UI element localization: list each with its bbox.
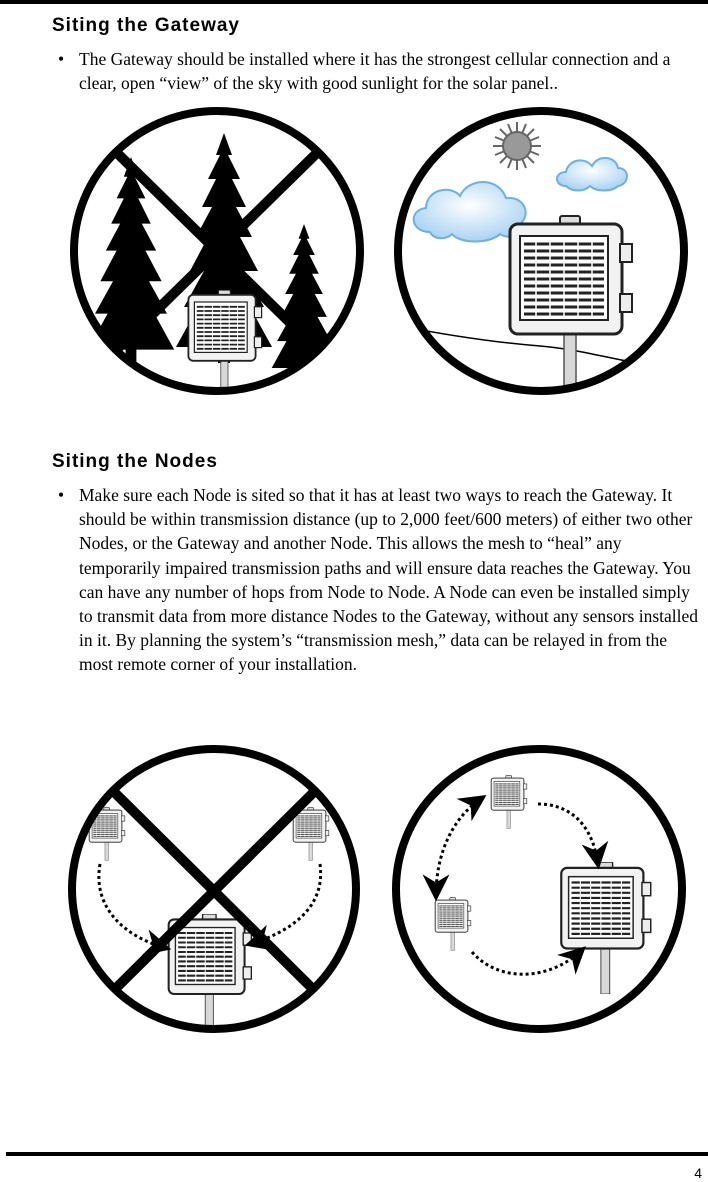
node-unit-icon <box>435 898 471 951</box>
sun-icon <box>493 122 541 170</box>
gateway-unit-icon <box>188 290 261 398</box>
illustration-nodes-bad-layout <box>64 742 364 1036</box>
bullet-marker: • <box>58 485 65 505</box>
gateway-bullet-text: The Gateway should be installed where it has the strongest cellular connection and a clear, open “view” of the sky with good sunlight for the solar panel.. <box>79 49 671 94</box>
nodes-bullet-text: Make sure each Node is sited so that it has at least two ways to reach the Gateway. It should be within transmission distance (up to 2,000 feet/600 meters) of either two other Nodes, or the Gateway and another Node. This allows the mesh to “heal” any temporarily impaired transmission paths and will ensure data reaches the Gateway. You can have any number of hops from Node to Node. A Node can even be installed simply to transmit data from more distance Nodes to the Gateway, without any sensors installed in it. By planning the system’s “transmission mesh,” data can be relayed in from the most remote corner of your installation. <box>79 485 698 675</box>
transmission-path-arrow <box>99 864 166 948</box>
tree-icon <box>272 224 337 379</box>
bottom-rule <box>6 1152 708 1156</box>
nodes-bullet-item <box>58 483 702 677</box>
bullet-marker: • <box>58 49 65 69</box>
illustration-gateway-good-placement <box>390 104 692 398</box>
gateway-unit-icon <box>561 862 650 994</box>
illustration-nodes-good-mesh <box>388 742 690 1036</box>
gateway-unit-icon <box>169 914 252 1036</box>
gateway-bullet-item <box>58 47 702 95</box>
transmission-path-arrow <box>436 798 482 896</box>
transmission-path-arrow <box>538 804 598 864</box>
section-heading-nodes: Siting the Nodes <box>52 451 218 472</box>
node-unit-icon <box>293 808 329 861</box>
section-heading-gateway: Siting the Gateway <box>52 15 240 36</box>
page-number: 4 <box>694 1165 702 1181</box>
illustration-gateway-bad-placement <box>66 104 368 398</box>
transmission-path-arrow <box>472 950 582 974</box>
node-unit-icon <box>491 776 527 829</box>
cloud-icon <box>557 158 627 191</box>
top-rule <box>0 0 708 4</box>
